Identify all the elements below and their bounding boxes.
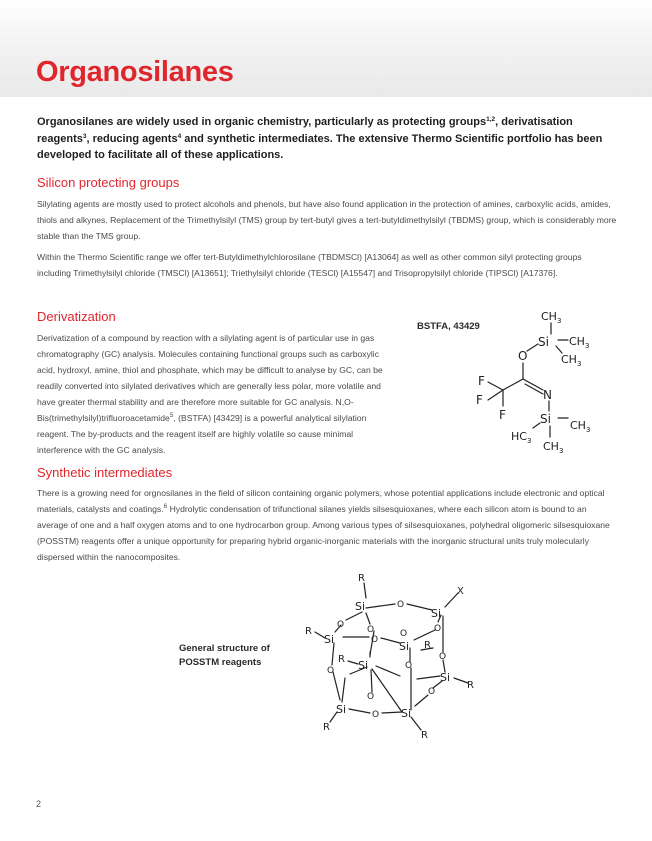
bstfa-ch3-lower-upper: $CH_3$ [561, 353, 582, 368]
poss-r-top: R [358, 573, 365, 584]
poss-si-5: Si [358, 659, 369, 672]
bstfa-structure-label: BSTFA, 43429 [417, 321, 480, 332]
intro-paragraph: Organosilanes are widely used in organic chemistry, particularly as protecting groups$^{1,2}$, derivatisation reagents$^3$, reducing agents$^4$ and synthetic intermediates. The extensive Thermo Scientific portfolio has been developed to facilitate all of these applications. [37, 116, 603, 161]
silicon-paragraph-1: Silylating agents are mostly used to protect alcohols and phenols, but have also found application in the protection of amines, carboxylic acids, amides, thiols and alkynes. Replacement of the Trimethylsilyl (TMS) group by tert-butyl gives a tert-butyldimethylsilyl (TBDMS) group, which is considerably more stable than the TMS group. [37, 199, 617, 241]
bstfa-si-lower: Si [540, 412, 551, 426]
poss-r-bottom-left: R [323, 722, 330, 733]
bstfa-ch3-right-upper: $CH_3$ [569, 335, 590, 350]
poss-o-6: O [400, 629, 408, 639]
section-heading-silicon-protecting-groups: Silicon protecting groups [37, 175, 180, 190]
poss-o-10: O [367, 692, 375, 702]
poss-si-3: Si [324, 633, 335, 646]
bstfa-f1: F [478, 374, 485, 388]
poss-o-9: O [405, 661, 413, 671]
bstfa-f3: F [499, 408, 506, 422]
poss-si-6: Si [440, 671, 451, 684]
bstfa-ch3-bottom: $CH_3$ [543, 440, 564, 455]
bstfa-f2: F [476, 393, 483, 407]
bstfa-si-upper: Si [538, 335, 549, 349]
poss-si-4: Si [399, 640, 410, 653]
poss-o-12: O [372, 710, 380, 720]
poss-structure-label: General structure of POSSTM reagents [179, 643, 270, 668]
page-title: Organosilanes [36, 56, 234, 88]
synthetic-paragraph: There is a growing need for orgnosilanes in the field of silicon containing organic polymers, whose potential applications include electronic and optical materials, catalysts and coatings.$^6$ Hydrolytic condensation of trifunctional silanes yields silsesquioxanes, where each silicon atom is bound to an average of one and a half oxygen atoms and to one hydrocarbon group. Among various types of silsesquioxanes, polyhedral oligomeric silsesquioxane (POSSTM) reagents offer a unique opportunity for preparing hybrid organic-inorganic materials with the inorganic structural units truly molecularly dispersed within the nanocomposites. [37, 488, 610, 562]
poss-x: X [457, 586, 464, 597]
section-heading-synthetic-intermediates: Synthetic intermediates [37, 465, 173, 480]
poss-o-1: O [397, 600, 405, 610]
poss-r-inner-right: R [424, 640, 431, 651]
bstfa-o: O [518, 349, 528, 363]
poss-o-5: O [371, 635, 379, 645]
bstfa-h3c: $HC_3$ [511, 430, 532, 445]
poss-o-3: O [367, 625, 375, 635]
poss-r-inner-left: R [338, 654, 345, 665]
poss-r-right: R [467, 680, 474, 691]
poss-o-8: O [327, 666, 335, 676]
poss-o-4: O [434, 624, 442, 634]
poss-o-7: O [439, 652, 447, 662]
poss-si-7: Si [336, 703, 347, 716]
poss-o-11: O [428, 687, 436, 697]
bstfa-ch3-right-lower: $CH_3$ [570, 419, 591, 434]
poss-r-bottom-right: R [421, 730, 428, 741]
poss-r-left: R [305, 626, 312, 637]
poss-si-2: Si [431, 607, 442, 620]
section-heading-derivatization: Derivatization [37, 309, 116, 324]
page-number: 2 [36, 799, 42, 809]
poss-o-2: O [337, 620, 345, 630]
derivatization-paragraph: Derivatization of a compound by reaction with a silylating agent is of particular use in gas chromatography (GC) analysis. Molecules containing functional groups such as carboxylic acid, hydroxyl, amine, thiol and phosphate, which may be difficult to analyse by GC, can be readily converted into silylated derivatives which are generally less polar, more volatile and have greater thermal stability and are therefore more suitable for GC analysis. N,O-Bis(trimethylsilyl)trifluoroacetamide$^5$, (BSTFA) [43429] is a powerful analytical silylation reagent. The by-products and the reagent itself are highly volatile so cause minimal interference with the GC analysis. [37, 333, 383, 455]
bstfa-n: N [543, 388, 552, 402]
bstfa-ch3-top: $CH_3$ [541, 310, 562, 325]
poss-si-1: Si [355, 600, 366, 613]
silicon-paragraph-2: Within the Thermo Scientific range we offer tert-Butyldimethylchlorosilane (TBDMSCl) [A13064] as well as other common silyl protecting groups including Trimethylsilyl chloride (TMSCl) [A13651]; Triethylsilyl chloride (TESCl) [A15547] and Trisopropylsilyl chloride (TIPSCl) [A17376]. [37, 252, 582, 278]
poss-si-8: Si [401, 707, 412, 720]
